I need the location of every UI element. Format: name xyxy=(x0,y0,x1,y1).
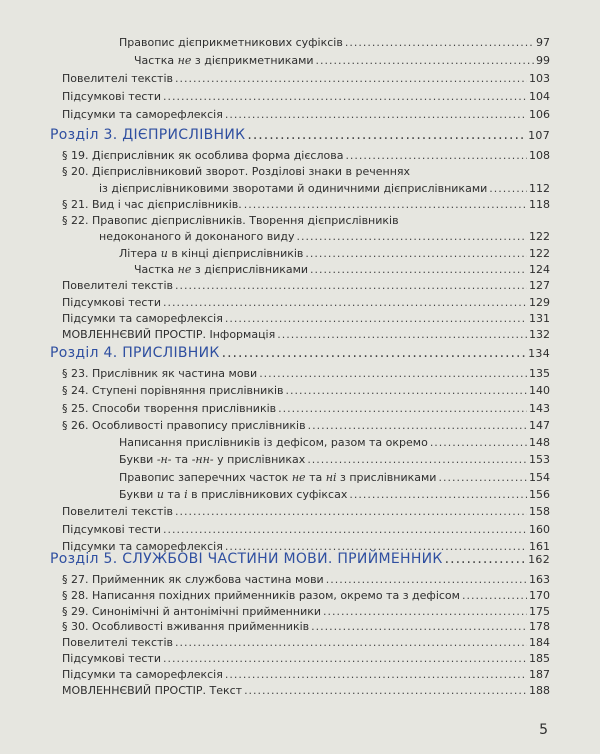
entry-title-part: § 19. Дієприслівник як особлива форма дієслова xyxy=(62,149,344,162)
toc-entry[interactable] xyxy=(50,668,550,684)
dot-leader xyxy=(278,402,527,415)
section-heading-page: 107 xyxy=(528,129,550,142)
entry-title-part: § 26. Особливості правопису прислівників xyxy=(62,418,306,432)
entry-page: 97 xyxy=(536,36,550,49)
entry-page: 158 xyxy=(529,505,550,519)
entry-page: 147 xyxy=(529,418,550,432)
dot-leader xyxy=(244,684,527,697)
entry-page: 118 xyxy=(529,197,550,211)
entry-title-italic: и xyxy=(156,488,164,502)
entry-page: 185 xyxy=(529,651,550,665)
entry-page: 188 xyxy=(529,683,550,697)
toc-entry[interactable] xyxy=(50,263,550,279)
entry-title xyxy=(62,367,257,380)
entry-title-part: Частка xyxy=(134,54,178,67)
entry-title xyxy=(62,198,242,211)
entry-title-part: Написання прислівників із дефісом, разом та окремо xyxy=(119,436,428,450)
entry-page: 140 xyxy=(529,384,550,398)
entry-title-part: Правопис дієприкметникових суфіксів xyxy=(119,36,343,49)
entry-page: 148 xyxy=(529,436,550,450)
entry-title-part: § 22. Правопис дієприслівників. Творення дієприслівників xyxy=(62,214,399,228)
entry-title-italic: не xyxy=(291,470,306,484)
toc-entry[interactable] xyxy=(50,505,550,522)
entry-page: 122 xyxy=(529,230,550,244)
section-heading-page: 162 xyxy=(528,553,550,566)
entry-title-part: в кінці дієприслівників xyxy=(167,246,304,260)
dot-leader xyxy=(286,384,527,397)
entry-page: 122 xyxy=(529,246,550,260)
toc-entry[interactable] xyxy=(50,402,550,419)
entry-page: 127 xyxy=(529,279,550,293)
entry-title-part: Букви xyxy=(119,488,157,502)
dot-leader xyxy=(222,345,526,361)
toc-entry[interactable] xyxy=(50,605,550,621)
entry-title xyxy=(62,589,460,602)
entry-title xyxy=(99,230,295,243)
entry-title-part: та xyxy=(305,470,326,484)
entry-title-part: у прислівниках xyxy=(213,453,306,467)
dot-leader xyxy=(163,90,527,103)
entry-title-part: § 24. Ступені порівняння прислівників xyxy=(62,384,284,398)
entry-title-part: Підсумкові тести xyxy=(62,90,161,103)
entry-page: 161 xyxy=(529,539,550,553)
entry-title-part: Підсумки та саморефлексія xyxy=(62,108,223,121)
toc-entry[interactable] xyxy=(50,523,550,540)
section-heading[interactable] xyxy=(50,551,550,573)
toc-entry[interactable] xyxy=(50,384,550,401)
entry-page: 132 xyxy=(529,328,550,342)
section-heading-page: 134 xyxy=(528,347,550,360)
entry-title-part: Правопис заперечних часток xyxy=(119,470,292,484)
dot-leader xyxy=(345,149,527,162)
entry-title-part: в прислівникових суфіксах xyxy=(187,488,348,502)
toc-section xyxy=(50,551,550,699)
section-heading-title: Розділ 3. ДІЄПРИСЛІВНИК xyxy=(50,127,246,143)
toc-entry[interactable] xyxy=(50,54,550,72)
entry-title xyxy=(119,247,303,260)
entry-title-part: та xyxy=(171,453,192,467)
entry-title-italic: -н- xyxy=(156,453,172,467)
entry-title xyxy=(62,636,173,649)
entry-title xyxy=(62,72,173,85)
entry-title xyxy=(62,668,223,681)
toc-entry[interactable] xyxy=(50,328,550,344)
entry-title-part: Підсумки та саморефлексія xyxy=(62,311,223,325)
entry-title-part: Повелителі текстів xyxy=(62,505,174,519)
entry-title xyxy=(62,165,410,178)
entry-title-italic: и xyxy=(160,246,168,260)
entry-title xyxy=(99,182,487,195)
entry-title-part: недоконаного й доконаного виду xyxy=(99,230,295,244)
dot-leader xyxy=(326,573,527,586)
dot-leader xyxy=(323,605,527,618)
entry-title xyxy=(62,214,399,227)
entry-title xyxy=(62,384,284,397)
entry-title xyxy=(119,471,436,484)
entry-title xyxy=(134,54,314,67)
entry-title-part: § 29. Синонімічні й антонімічні прийменники xyxy=(62,604,322,618)
entry-title-part: § 28. Написання похідних прийменників разом, окремо та з дефісом xyxy=(62,588,460,602)
entry-title xyxy=(62,90,161,103)
dot-leader xyxy=(316,54,534,67)
toc-entry[interactable] xyxy=(50,72,550,90)
dot-leader xyxy=(175,505,527,518)
entry-title xyxy=(62,605,321,618)
entry-page: 156 xyxy=(529,488,550,502)
entry-title xyxy=(62,419,306,432)
entry-page: 106 xyxy=(529,108,550,121)
entry-title-part: § 27. Прийменник як службова частина мови xyxy=(62,573,324,586)
toc-entry[interactable] xyxy=(50,247,550,263)
entry-title xyxy=(62,108,223,121)
entry-page: 153 xyxy=(529,453,550,467)
dot-leader xyxy=(225,108,527,121)
entry-page: 175 xyxy=(529,604,550,618)
dot-leader xyxy=(430,436,527,449)
page-number: 5 xyxy=(539,722,548,738)
dot-leader xyxy=(259,367,527,380)
section-heading-title: Розділ 5. СЛУЖБОВІ ЧАСТИНИ МОВИ. ПРИЙМЕННИК xyxy=(50,551,443,567)
dot-leader xyxy=(225,668,527,681)
entry-title xyxy=(62,279,173,292)
dot-leader xyxy=(175,72,527,85)
toc-entry[interactable] xyxy=(50,296,550,312)
entry-title xyxy=(134,263,308,276)
entry-title-part: § 30. Особливості вживання прийменників xyxy=(62,620,310,634)
dot-leader xyxy=(163,652,527,665)
toc-entry[interactable] xyxy=(50,684,550,700)
entry-title-part: § 25. Способи творення прислівників xyxy=(62,401,277,415)
toc-entry[interactable] xyxy=(50,367,550,384)
dot-leader xyxy=(345,36,534,49)
dot-leader xyxy=(297,230,528,243)
toc-entry[interactable] xyxy=(50,488,550,505)
entry-title-part: Букви xyxy=(119,453,157,467)
entry-title-part: Підсумкові тести xyxy=(62,295,161,309)
toc-entry[interactable] xyxy=(50,652,550,668)
entry-title-part: із дієприслівниковими зворотами й одиничними дієприслівниками xyxy=(99,181,488,195)
toc-entry[interactable] xyxy=(50,230,550,246)
entry-title-part: МОВЛЕННЄВИЙ ПРОСТІР. Текст xyxy=(62,683,243,697)
toc-entry[interactable] xyxy=(50,90,550,108)
toc-entry[interactable] xyxy=(50,620,550,636)
toc-section xyxy=(50,36,550,126)
section-heading[interactable] xyxy=(50,345,550,367)
entry-title xyxy=(62,684,242,697)
entry-page: 163 xyxy=(529,573,550,586)
entry-title xyxy=(62,505,173,518)
entry-page: 143 xyxy=(529,401,550,415)
entry-title-part: Повелителі текстів xyxy=(62,279,174,293)
entry-title xyxy=(62,312,223,325)
dot-leader xyxy=(225,312,527,325)
dot-leader xyxy=(163,523,527,536)
dot-leader xyxy=(244,198,527,211)
entry-title-part: § 21. Вид і час дієприслівників. xyxy=(62,197,242,211)
dot-leader xyxy=(489,182,527,195)
toc-entry[interactable] xyxy=(50,279,550,295)
entry-title-part: з дієприслівниками xyxy=(191,263,309,277)
entry-page: 99 xyxy=(536,54,550,67)
entry-page: 124 xyxy=(529,263,550,277)
dot-leader xyxy=(311,620,527,633)
entry-title-italic: і xyxy=(184,488,188,502)
entry-title xyxy=(119,436,428,449)
toc-entry[interactable] xyxy=(50,165,550,181)
toc-entry[interactable] xyxy=(50,471,550,488)
entry-title xyxy=(62,523,161,536)
entry-title-part: Підсумкові тести xyxy=(62,522,161,536)
entry-page: 104 xyxy=(529,90,550,103)
entry-title-italic: -нн- xyxy=(191,453,214,467)
dot-leader xyxy=(175,636,527,649)
entry-title-part: Підсумки та саморефлексія xyxy=(62,539,223,553)
entry-title xyxy=(62,652,161,665)
entry-title-italic: не xyxy=(177,263,192,277)
dot-leader xyxy=(445,551,526,567)
toc-entry[interactable] xyxy=(50,419,550,436)
entry-title-part: Підсумки та саморефлексія xyxy=(62,667,223,681)
dot-leader xyxy=(308,419,527,432)
dot-leader xyxy=(305,247,527,260)
toc-entry[interactable] xyxy=(50,214,550,230)
entry-title-part: § 23. Прислівник як частина мови xyxy=(62,367,258,380)
dot-leader xyxy=(175,279,527,292)
entry-title xyxy=(62,328,275,341)
toc-entry[interactable] xyxy=(50,182,550,198)
toc-entry[interactable] xyxy=(50,198,550,214)
entry-title xyxy=(119,36,343,49)
entry-title-part: з дієприкметниками xyxy=(191,54,314,67)
entry-title-italic: не xyxy=(177,54,192,67)
dot-leader xyxy=(438,471,527,484)
dot-leader xyxy=(310,263,527,276)
entry-title-part: МОВЛЕННЄВИЙ ПРОСТІР. Інформація xyxy=(62,328,276,342)
toc-entry[interactable] xyxy=(50,436,550,453)
section-heading[interactable] xyxy=(50,127,550,149)
toc-entry[interactable] xyxy=(50,149,550,165)
entry-title xyxy=(62,620,309,633)
entry-title xyxy=(62,402,276,415)
entry-page: 131 xyxy=(529,311,550,325)
entry-title-italic: ні xyxy=(325,470,337,484)
entry-title-part: Літера xyxy=(119,246,161,260)
dot-leader xyxy=(277,328,527,341)
dot-leader xyxy=(462,589,527,602)
entry-title-part: Повелителі текстів xyxy=(62,636,174,650)
entry-page: 103 xyxy=(529,72,550,85)
toc-section xyxy=(50,345,550,557)
dot-leader xyxy=(163,296,527,309)
toc-entry[interactable] xyxy=(50,636,550,652)
entry-page: 108 xyxy=(529,149,550,162)
entry-title xyxy=(62,149,343,162)
entry-title xyxy=(119,453,305,466)
entry-title xyxy=(62,296,161,309)
toc-entry[interactable] xyxy=(50,312,550,328)
dot-leader xyxy=(349,488,527,501)
entry-page: 187 xyxy=(529,667,550,681)
entry-page: 154 xyxy=(529,470,550,484)
entry-title xyxy=(119,488,347,501)
entry-page: 184 xyxy=(529,636,550,650)
entry-page: 129 xyxy=(529,295,550,309)
entry-title-part: Підсумкові тести xyxy=(62,651,161,665)
entry-title-part: Частка xyxy=(134,263,178,277)
entry-title-part: Повелителі текстів xyxy=(62,72,174,85)
toc-section xyxy=(50,127,550,345)
entry-title xyxy=(62,573,324,586)
entry-page: 135 xyxy=(529,367,550,380)
dot-leader xyxy=(307,453,527,466)
entry-title-part: з прислівниками xyxy=(336,470,437,484)
entry-page: 178 xyxy=(529,620,550,634)
toc-entry[interactable] xyxy=(50,36,550,54)
entry-title-part: § 20. Дієприслівниковий зворот. Розділові знаки в реченнях xyxy=(62,165,411,179)
entry-title-part: та xyxy=(163,488,185,502)
toc-entry[interactable] xyxy=(50,589,550,605)
entry-page: 170 xyxy=(529,588,550,602)
dot-leader xyxy=(247,127,526,143)
entry-page: 160 xyxy=(529,522,550,536)
toc-entry[interactable] xyxy=(50,108,550,126)
section-heading-title: Розділ 4. ПРИСЛІВНИК xyxy=(50,345,220,361)
entry-page: 112 xyxy=(529,181,550,195)
toc-entry[interactable] xyxy=(50,453,550,470)
toc-entry[interactable] xyxy=(50,573,550,589)
